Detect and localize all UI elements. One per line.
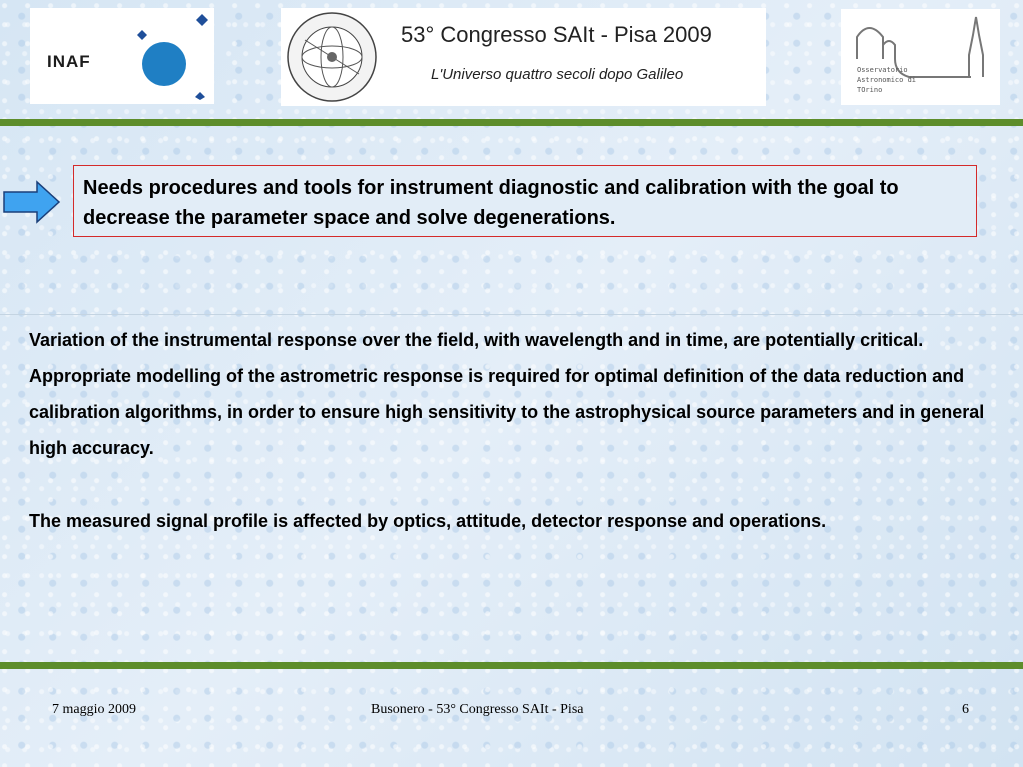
arrow-right-icon [3, 180, 61, 224]
inaf-logo [30, 8, 214, 104]
congress-subtitle: L'Universo quattro secoli dopo Galileo [431, 66, 684, 83]
page-number: 6 [962, 702, 969, 717]
sait-seal-icon [285, 10, 379, 104]
body-paragraph-2: The measured signal profile is affected by optics, attitude, detector response and operations. [29, 511, 827, 531]
congress-title: 53° Congresso SAIt - Pisa 2009 [401, 22, 712, 47]
highlight-box [73, 165, 977, 237]
congress-logo [281, 8, 766, 106]
torino-observatory-label: Osservatorio Astronomico di TOrino [857, 66, 917, 94]
torino-observatory-logo [841, 9, 1000, 105]
header-divider [0, 119, 1023, 126]
body-paragraph-1: Variation of the instrumental response over the field, with wavelength and in time, are potentially critical. Appropriate modelling of the astrometric response is required for optimal definition of the data reduction and calibration algorithms, in order to ensure high sensitivity to the astrophysical source parameters and in general high accuracy. [29, 330, 985, 458]
inaf-logo-text: INAF [47, 52, 91, 71]
highlight-text: Needs procedures and tools for instrument diagnostic and calibration with the goal to decrease the parameter space and solve degenerations. [83, 177, 899, 229]
footer-presenter: Busonero - 53° Congresso SAIt - Pisa [371, 702, 584, 717]
footer-date: 7 maggio 2009 [52, 702, 136, 717]
inaf-emblem-icon [130, 12, 214, 100]
section-divider [0, 314, 1023, 315]
footer-divider [0, 662, 1023, 669]
